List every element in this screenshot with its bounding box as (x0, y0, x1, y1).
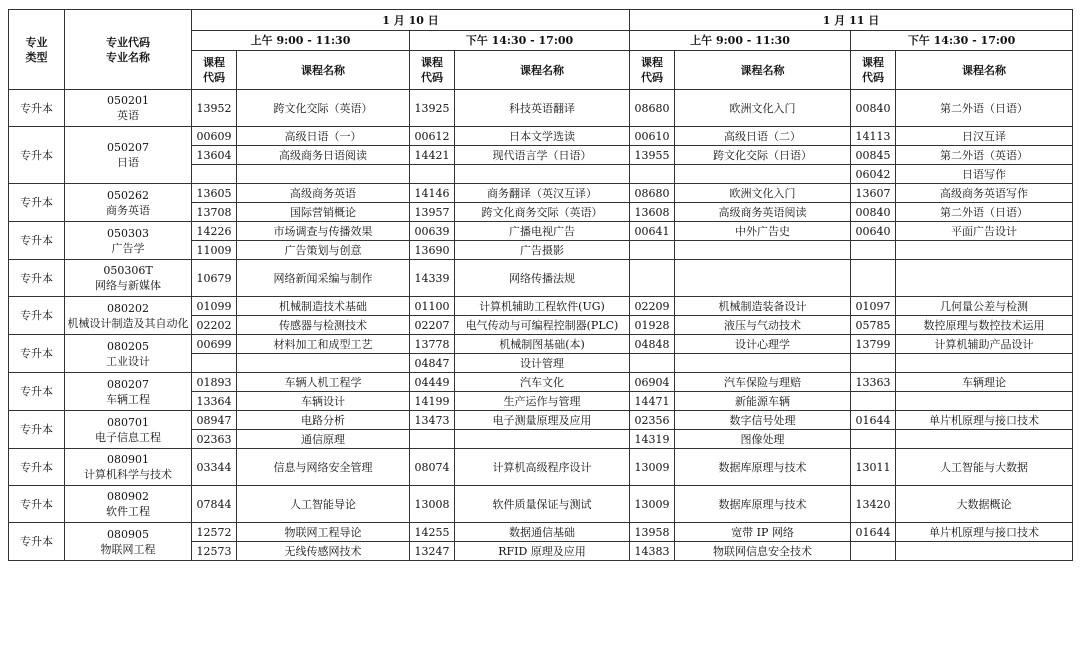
course-name-cell (675, 241, 851, 260)
course-code-cell: 00640 (851, 222, 896, 241)
course-name-cell (896, 260, 1073, 297)
course-name-cell: 广播电视广告 (455, 222, 630, 241)
major-code: 050207 (107, 141, 149, 154)
course-name-cell: 单片机原理与接口技术 (896, 411, 1073, 430)
course-code-cell: 14319 (630, 430, 675, 449)
course-name-header: 课程名称 (675, 51, 851, 90)
course-code-cell (851, 392, 896, 411)
course-code-cell: 02202 (192, 316, 237, 335)
major-code: 050201 (107, 94, 149, 107)
course-name-cell: 图像处理 (675, 430, 851, 449)
session-header: 上午 9:00 - 11:30 (630, 31, 851, 51)
course-code-cell: 14226 (192, 222, 237, 241)
major-cell (65, 184, 192, 222)
major-name: 商务英语 (106, 203, 150, 217)
course-code-cell (410, 165, 455, 184)
course-code-cell: 08947 (192, 411, 237, 430)
major-name: 广告学 (111, 241, 145, 255)
session-header: 下午 14:30 - 17:00 (410, 31, 630, 51)
major-type-cell: 专升本 (9, 222, 65, 260)
course-code-cell: 07844 (192, 486, 237, 523)
table-row (9, 411, 1073, 430)
course-name-cell: 第二外语（英语） (896, 146, 1073, 165)
course-name-cell: 数据库原理与技术 (675, 449, 851, 486)
major-code: 080202 (107, 301, 149, 315)
day-header-jan11: 1 月 11 日 (630, 10, 1073, 31)
table-row (9, 486, 1073, 523)
course-name-header: 课程名称 (237, 51, 410, 90)
major-cell (65, 411, 192, 449)
course-code-cell: 13009 (630, 449, 675, 486)
exam-schedule (8, 9, 1072, 561)
course-code-cell (192, 165, 237, 184)
course-name-cell (455, 165, 630, 184)
course-name-cell: 汽车保险与理赔 (675, 373, 851, 392)
course-code-cell: 14199 (410, 392, 455, 411)
major-cell (65, 90, 192, 127)
course-code-cell (630, 165, 675, 184)
course-name-cell (675, 165, 851, 184)
major-cell (65, 260, 192, 297)
table-row (9, 222, 1073, 241)
course-name-cell: 车辆设计 (237, 392, 410, 411)
course-code-cell: 02207 (410, 316, 455, 335)
course-code-cell (851, 241, 896, 260)
course-code-cell: 02363 (192, 430, 237, 449)
table-row (9, 373, 1073, 392)
course-name-cell: 机械制图基础(本) (455, 335, 630, 354)
course-name-cell: 传感器与检测技术 (237, 316, 410, 335)
course-name-cell: 车辆理论 (896, 373, 1073, 392)
course-name-cell: 电子测量原理及应用 (455, 411, 630, 430)
course-name-cell: 数据通信基础 (455, 523, 630, 542)
major-code: 080901 (107, 453, 149, 466)
course-name-cell: 日本文学选读 (455, 127, 630, 146)
course-code-cell: 01644 (851, 523, 896, 542)
major-name: 物联网工程 (100, 542, 156, 556)
course-code-cell: 03344 (192, 449, 237, 486)
course-code-cell: 13605 (192, 184, 237, 203)
course-code-cell: 06904 (630, 373, 675, 392)
course-code-cell: 01928 (630, 316, 675, 335)
major-type-cell: 专升本 (9, 411, 65, 449)
course-code-cell: 13608 (630, 203, 675, 222)
course-code-cell: 13009 (630, 486, 675, 523)
major-name: 网络与新媒体 (95, 279, 161, 292)
course-name-cell: 材料加工和成型工艺 (237, 335, 410, 354)
day-header-jan10: 1 月 10 日 (192, 10, 630, 31)
course-code-cell: 14146 (410, 184, 455, 203)
course-name-cell: 中外广告史 (675, 222, 851, 241)
course-code-cell: 13952 (192, 90, 237, 127)
major-code: 080701 (107, 415, 149, 429)
course-name-cell: 无线传感网技术 (237, 542, 410, 561)
major-type-cell: 专升本 (9, 260, 65, 297)
major-code: 080207 (107, 377, 149, 391)
table-row (9, 449, 1073, 486)
course-name-cell: 电气传动与可编程控制器(PLC) (455, 316, 630, 335)
course-code-cell: 13955 (630, 146, 675, 165)
course-name-cell: 车辆人机工程学 (237, 373, 410, 392)
course-name-cell: 欧洲文化入门 (675, 184, 851, 203)
course-name-cell: 平面广告设计 (896, 222, 1073, 241)
course-code-cell: 01893 (192, 373, 237, 392)
course-code-cell: 00840 (851, 203, 896, 222)
course-code-cell: 08074 (410, 449, 455, 486)
course-name-header: 课程名称 (455, 51, 630, 90)
course-code-header: 课程 代码 (851, 51, 896, 90)
course-name-cell: 物联网工程导论 (237, 523, 410, 542)
major-name: 计算机科学与技术 (84, 468, 172, 481)
course-code-cell: 13778 (410, 335, 455, 354)
course-code-cell (192, 354, 237, 373)
course-name-cell: 软件质量保证与测试 (455, 486, 630, 523)
course-name-cell: 通信原理 (237, 430, 410, 449)
course-code-cell: 00639 (410, 222, 455, 241)
course-code-cell: 13011 (851, 449, 896, 486)
course-code-header: 课程 代码 (630, 51, 675, 90)
course-code-cell: 13420 (851, 486, 896, 523)
course-name-cell: 广告策划与创意 (237, 241, 410, 260)
course-name-cell (896, 542, 1073, 561)
table-row (9, 127, 1073, 146)
course-code-cell: 13363 (851, 373, 896, 392)
course-name-cell: 网络新闻采编与制作 (237, 260, 410, 297)
course-name-cell: 市场调查与传播效果 (237, 222, 410, 241)
course-code-cell (851, 354, 896, 373)
course-code-cell: 13690 (410, 241, 455, 260)
course-name-cell: 网络传播法规 (455, 260, 630, 297)
course-code-cell: 08680 (630, 90, 675, 127)
major-type-cell: 专升本 (9, 449, 65, 486)
course-code-header: 课程 代码 (410, 51, 455, 90)
major-cell (65, 127, 192, 184)
course-name-cell: 生产运作与管理 (455, 392, 630, 411)
course-code-cell: 14383 (630, 542, 675, 561)
course-name-cell: 跨文化商务交际（英语） (455, 203, 630, 222)
table-row (9, 335, 1073, 354)
course-name-cell: 计算机高级程序设计 (455, 449, 630, 486)
major-code: 050303 (107, 226, 149, 240)
course-name-cell: 高级商务英语写作 (896, 184, 1073, 203)
course-code-cell (410, 430, 455, 449)
course-code-cell: 00845 (851, 146, 896, 165)
course-code-cell: 13957 (410, 203, 455, 222)
course-name-cell (237, 165, 410, 184)
course-name-cell: 高级商务英语 (237, 184, 410, 203)
course-name-cell: 机械制造装备设计 (675, 297, 851, 316)
course-name-cell: 计算机辅助工程软件(UG) (455, 297, 630, 316)
major-cell (65, 523, 192, 561)
course-code-cell: 13604 (192, 146, 237, 165)
major-name: 日语 (117, 156, 139, 169)
course-name-cell: 高级日语（二） (675, 127, 851, 146)
course-code-cell: 14255 (410, 523, 455, 542)
course-name-cell (896, 392, 1073, 411)
course-name-cell: 汽车文化 (455, 373, 630, 392)
course-name-cell: 高级日语（一） (237, 127, 410, 146)
course-code-cell: 12573 (192, 542, 237, 561)
course-code-cell: 14113 (851, 127, 896, 146)
course-code-cell: 00612 (410, 127, 455, 146)
course-code-cell: 12572 (192, 523, 237, 542)
course-code-cell: 01099 (192, 297, 237, 316)
course-code-cell: 13473 (410, 411, 455, 430)
major-code: 080902 (107, 490, 149, 503)
course-code-cell: 01644 (851, 411, 896, 430)
major-code: 080205 (107, 339, 149, 353)
course-name-cell (675, 354, 851, 373)
course-name-cell: 电路分析 (237, 411, 410, 430)
course-name-cell: 第二外语（日语） (896, 203, 1073, 222)
major-type-cell: 专升本 (9, 373, 65, 411)
course-name-cell (896, 354, 1073, 373)
major-cell (65, 486, 192, 523)
course-code-cell: 13708 (192, 203, 237, 222)
course-code-cell: 01100 (410, 297, 455, 316)
course-code-cell: 05785 (851, 316, 896, 335)
major-cell (65, 449, 192, 486)
course-code-cell (851, 260, 896, 297)
course-name-cell (896, 241, 1073, 260)
header-row-days (9, 10, 1073, 31)
course-name-cell: RFID 原理及应用 (455, 542, 630, 561)
course-name-cell: 欧洲文化入门 (675, 90, 851, 127)
major-type-header: 专业 类型 (9, 10, 65, 90)
course-name-cell (675, 260, 851, 297)
course-name-cell: 科技英语翻译 (455, 90, 630, 127)
table-row (9, 90, 1073, 127)
major-type-cell: 专升本 (9, 297, 65, 335)
major-name: 机械设计制造及其自动化 (67, 316, 189, 330)
major-code: 080905 (107, 527, 149, 541)
course-name-cell: 设计心理学 (675, 335, 851, 354)
course-name-cell (896, 430, 1073, 449)
course-name-header: 课程名称 (896, 51, 1073, 90)
course-code-cell: 04449 (410, 373, 455, 392)
course-code-cell: 00610 (630, 127, 675, 146)
course-code-cell: 14471 (630, 392, 675, 411)
major-cell (65, 335, 192, 373)
major-code: 050306T (103, 264, 153, 277)
course-name-cell: 数控原理与数控技术运用 (896, 316, 1073, 335)
course-code-cell: 13958 (630, 523, 675, 542)
course-name-cell: 高级商务英语阅读 (675, 203, 851, 222)
course-name-cell (455, 430, 630, 449)
course-code-cell: 13247 (410, 542, 455, 561)
course-name-cell: 商务翻译（英汉互译） (455, 184, 630, 203)
session-header: 上午 9:00 - 11:30 (192, 31, 410, 51)
course-name-cell: 液压与气动技术 (675, 316, 851, 335)
major-name: 英语 (117, 109, 139, 122)
course-code-cell: 06042 (851, 165, 896, 184)
course-code-cell (630, 260, 675, 297)
table-row (9, 297, 1073, 316)
course-code-cell (630, 354, 675, 373)
course-name-cell: 单片机原理与接口技术 (896, 523, 1073, 542)
course-code-cell: 00840 (851, 90, 896, 127)
course-name-cell: 物联网信息安全技术 (675, 542, 851, 561)
table-row (9, 184, 1073, 203)
course-code-cell: 13925 (410, 90, 455, 127)
session-header: 下午 14:30 - 17:00 (851, 31, 1073, 51)
course-name-cell (237, 354, 410, 373)
course-code-cell: 13799 (851, 335, 896, 354)
course-name-cell: 机械制造技术基础 (237, 297, 410, 316)
course-name-cell: 广告摄影 (455, 241, 630, 260)
course-name-cell: 人工智能与大数据 (896, 449, 1073, 486)
course-code-cell: 04847 (410, 354, 455, 373)
table-row (9, 260, 1073, 297)
table-row (9, 523, 1073, 542)
course-code-cell: 14421 (410, 146, 455, 165)
course-code-cell (851, 542, 896, 561)
course-code-cell: 00609 (192, 127, 237, 146)
major-type-cell: 专升本 (9, 127, 65, 184)
course-code-cell: 11009 (192, 241, 237, 260)
course-name-cell: 现代语言学（日语） (455, 146, 630, 165)
major-cell (65, 297, 192, 335)
course-name-cell: 日语写作 (896, 165, 1073, 184)
course-name-cell: 大数据概论 (896, 486, 1073, 523)
course-name-cell: 数字信号处理 (675, 411, 851, 430)
course-code-cell: 00699 (192, 335, 237, 354)
course-code-cell: 04848 (630, 335, 675, 354)
course-name-cell: 宽带 IP 网络 (675, 523, 851, 542)
course-name-cell: 计算机辅助产品设计 (896, 335, 1073, 354)
course-name-cell: 新能源车辆 (675, 392, 851, 411)
major-name: 软件工程 (106, 505, 150, 518)
course-code-cell: 08680 (630, 184, 675, 203)
course-name-cell: 跨文化交际（英语） (237, 90, 410, 127)
course-code-cell (851, 430, 896, 449)
course-code-cell (630, 241, 675, 260)
table-header (9, 10, 1073, 90)
major-type-cell: 专升本 (9, 486, 65, 523)
major-type-cell: 专升本 (9, 335, 65, 373)
major-type-cell: 专升本 (9, 90, 65, 127)
course-name-cell: 第二外语（日语） (896, 90, 1073, 127)
course-code-cell: 02209 (630, 297, 675, 316)
major-name: 车辆工程 (106, 392, 150, 406)
major-name: 工业设计 (106, 354, 150, 368)
course-code-cell: 10679 (192, 260, 237, 297)
course-code-cell: 13008 (410, 486, 455, 523)
course-name-cell: 几何量公差与检测 (896, 297, 1073, 316)
major-code: 050262 (107, 188, 149, 202)
course-name-cell: 国际营销概论 (237, 203, 410, 222)
course-name-cell: 日汉互译 (896, 127, 1073, 146)
major-code-name-header: 专业代码 专业名称 (65, 10, 192, 90)
course-name-cell: 信息与网络安全管理 (237, 449, 410, 486)
course-code-cell: 00641 (630, 222, 675, 241)
exam-schedule-table (8, 9, 1073, 561)
course-code-cell: 02356 (630, 411, 675, 430)
course-code-cell: 14339 (410, 260, 455, 297)
course-code-header: 课程 代码 (192, 51, 237, 90)
major-cell (65, 373, 192, 411)
course-name-cell: 人工智能导论 (237, 486, 410, 523)
course-code-cell: 01097 (851, 297, 896, 316)
course-name-cell: 跨文化交际（日语） (675, 146, 851, 165)
major-type-cell: 专升本 (9, 184, 65, 222)
course-name-cell: 数据库原理与技术 (675, 486, 851, 523)
course-code-cell: 13364 (192, 392, 237, 411)
course-name-cell: 设计管理 (455, 354, 630, 373)
table-body (9, 90, 1073, 561)
major-type-cell: 专升本 (9, 523, 65, 561)
major-cell (65, 222, 192, 260)
course-code-cell: 13607 (851, 184, 896, 203)
course-name-cell: 高级商务日语阅读 (237, 146, 410, 165)
major-name: 电子信息工程 (95, 430, 161, 444)
